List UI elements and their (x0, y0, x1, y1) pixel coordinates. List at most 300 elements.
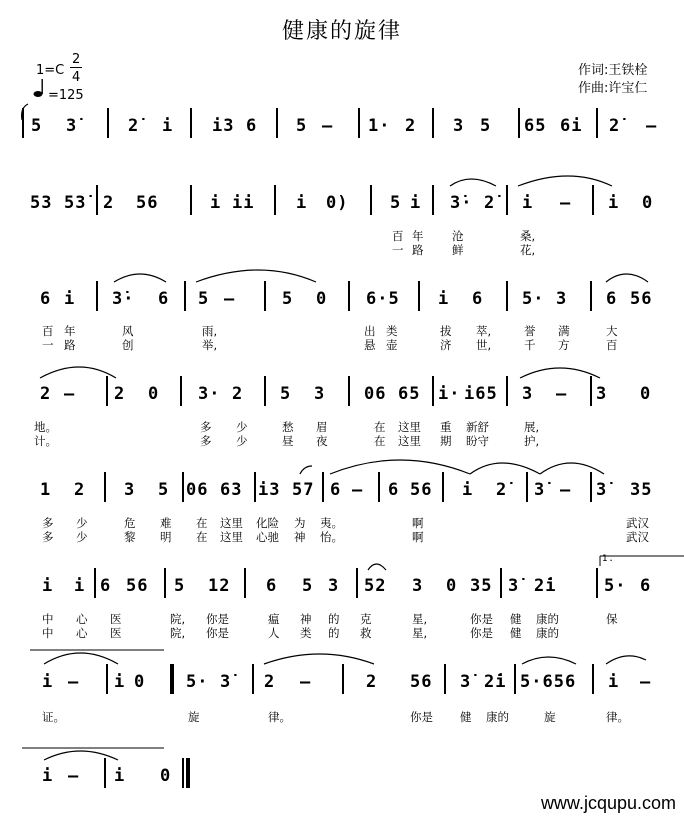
barline (96, 185, 98, 215)
barline (526, 472, 528, 502)
barline (514, 664, 516, 694)
note: 56 (126, 576, 149, 596)
note: 0 (642, 193, 654, 213)
note: – (68, 766, 80, 786)
lyric-syllable: 化险 (256, 516, 279, 530)
lyric-syllable: 护, (524, 434, 540, 448)
lyric-syllable: 怡。 (320, 530, 343, 544)
note: i65 (464, 384, 498, 404)
note: 3̇ (460, 672, 472, 692)
note: 6 (158, 289, 170, 309)
note: ii (232, 193, 255, 213)
note: 6 (100, 576, 112, 596)
note: i (114, 672, 126, 692)
time-signature-top: 2 (72, 52, 81, 67)
note: 2 (264, 672, 276, 692)
note: – (640, 672, 652, 692)
note: i (74, 576, 86, 596)
note: 0) (326, 193, 349, 213)
note: 3 (556, 289, 568, 309)
note: 2̇i (484, 672, 507, 692)
repeat-barline (170, 664, 174, 694)
lyric-syllable: 少 (76, 530, 88, 544)
lyric-syllable: 世, (476, 338, 492, 352)
note: 3 (453, 116, 465, 136)
note: 57 (292, 480, 315, 500)
note: 35 (470, 576, 493, 596)
barline (592, 664, 594, 694)
note: – (560, 480, 572, 500)
note: 5 (390, 193, 402, 213)
note: i (42, 672, 54, 692)
lyric-syllable: 健 (510, 612, 522, 626)
lyric-syllable: 你是 (206, 626, 229, 640)
lyric-syllable: 愁 (282, 420, 294, 434)
staff-row-1 (0, 116, 684, 166)
tempo-marking: =125 (48, 88, 84, 103)
lyric-syllable: 少 (236, 434, 248, 448)
barline (180, 376, 182, 406)
note: 2 (232, 384, 244, 404)
barline (370, 185, 372, 215)
note: 5 (158, 480, 170, 500)
lyric-syllable: 康的 (536, 626, 559, 640)
note: 65 (398, 384, 421, 404)
barline (518, 108, 520, 138)
barline (432, 185, 434, 215)
lyric-syllable: 多 (200, 420, 212, 434)
note: 2 (40, 384, 52, 404)
quarter-note-icon (33, 78, 47, 98)
note: 2 (103, 193, 115, 213)
barline (322, 472, 324, 502)
lyric-syllable: 明 (160, 530, 172, 544)
barline (184, 281, 186, 311)
lyric-syllable: 百 (392, 229, 404, 243)
lyric-syllable: 危 (124, 516, 136, 530)
note: 53̇ (64, 193, 87, 213)
lyric-syllable: 计。 (34, 434, 57, 448)
lyric-syllable: 眉 (316, 420, 328, 434)
note: 3 (328, 576, 340, 596)
lyric-syllable: 桑, (520, 229, 536, 243)
barline (342, 664, 344, 694)
final-barline (186, 758, 190, 788)
note: 3̇ (534, 480, 546, 500)
note: i (410, 193, 422, 213)
note: 2̇i (534, 576, 557, 596)
lyrics-block-3 (0, 419, 684, 433)
note: 53 (30, 193, 53, 213)
note: 5 (31, 116, 43, 136)
lyric-syllable: 类 (386, 324, 398, 338)
note: i (64, 289, 76, 309)
lyric-syllable: 保 (606, 612, 618, 626)
note: 0 (134, 672, 146, 692)
lyric-syllable: 中 (42, 626, 54, 640)
lyric-syllable: 瘟 (268, 612, 280, 626)
lyric-syllable: 医 (110, 626, 122, 640)
note: 6 (40, 289, 52, 309)
barline (190, 185, 192, 215)
barline (104, 472, 106, 502)
lyric-syllable: 在 (196, 516, 208, 530)
note: 3· (198, 384, 221, 404)
barline (506, 281, 508, 311)
note: 06 (186, 480, 209, 500)
note: 0 (160, 766, 172, 786)
note: 3̇· (450, 193, 473, 213)
barline (276, 108, 278, 138)
lyric-syllable: 出 (364, 324, 376, 338)
lyric-syllable: 康的 (536, 612, 559, 626)
lyrics-block-1-line2 (0, 242, 684, 256)
lyric-syllable: 旋 (544, 710, 556, 724)
time-signature-bottom: 4 (72, 70, 81, 85)
lyric-syllable: 健 (510, 626, 522, 640)
note: 2̇ (609, 116, 621, 136)
note: – (646, 116, 658, 136)
note: 2 (405, 116, 417, 136)
lyric-syllable: 济 (440, 338, 452, 352)
note: 3̇· (112, 289, 135, 309)
lyric-syllable: 一 (392, 243, 404, 257)
lyrics-block-2 (0, 323, 684, 337)
barline (596, 108, 598, 138)
barline (444, 664, 446, 694)
lyric-syllable: 路 (64, 338, 76, 352)
note: 3̇ (596, 480, 608, 500)
lyric-syllable: 克 (360, 612, 372, 626)
lyric-syllable: 武汉 (626, 530, 649, 544)
barline (22, 108, 24, 138)
note: 2̇ (484, 193, 496, 213)
note: 6i (560, 116, 583, 136)
lyric-syllable: 星, (412, 612, 428, 626)
lyric-syllable: 雨, (202, 324, 218, 338)
barline (592, 185, 594, 215)
note: i (114, 766, 126, 786)
note: – (64, 384, 76, 404)
lyric-syllable: 夜 (316, 434, 328, 448)
barline (590, 281, 592, 311)
barline (442, 472, 444, 502)
lyrics-block-6 (0, 709, 684, 723)
note: 5 (174, 576, 186, 596)
note: 1 (40, 480, 52, 500)
note: i (210, 193, 222, 213)
note: i3 (212, 116, 235, 136)
site-watermark: www.jcqupu.com (540, 793, 676, 813)
note: 0 (446, 576, 458, 596)
note: 5 (198, 289, 210, 309)
lyrics-block-5 (0, 611, 684, 625)
note: – (300, 672, 312, 692)
barline (94, 568, 96, 598)
note: i (608, 193, 620, 213)
note: 56 (410, 480, 433, 500)
lyric-syllable: 这里 (398, 420, 421, 434)
barline (106, 664, 108, 694)
lyric-syllable: 律。 (268, 710, 291, 724)
lyric-syllable: 壶 (386, 338, 398, 352)
note: 6·5 (366, 289, 400, 309)
lyricist-credit: 作词:王铁栓 (578, 63, 648, 78)
lyric-syllable: 这里 (220, 530, 243, 544)
lyric-syllable: 神 (294, 530, 306, 544)
lyric-syllable: 啊 (412, 516, 424, 530)
barline (106, 376, 108, 406)
lyric-syllable: 康的 (486, 710, 509, 724)
lyric-syllable: 拔 (440, 324, 452, 338)
note: i (522, 193, 534, 213)
song-title: 健康的旋律 (281, 19, 402, 44)
barline (500, 568, 502, 598)
lyric-syllable: 你是 (206, 612, 229, 626)
lyric-syllable: 在 (196, 530, 208, 544)
barline (590, 472, 592, 502)
lyric-syllable: 多 (42, 516, 54, 530)
note: 6 (606, 289, 618, 309)
lyric-syllable: 方 (558, 338, 570, 352)
lyric-syllable: 盼守 (466, 434, 489, 448)
note: – (556, 384, 568, 404)
barline (506, 376, 508, 406)
note: 2̇ (128, 116, 140, 136)
barline (418, 281, 420, 311)
note: 5 (296, 116, 308, 136)
lyric-syllable: 类 (300, 626, 312, 640)
lyric-syllable: 百 (42, 324, 54, 338)
lyric-syllable: 在 (374, 434, 386, 448)
barline (264, 281, 266, 311)
note: i (42, 766, 54, 786)
note: 56 (630, 289, 653, 309)
lyric-syllable: 年 (412, 229, 424, 243)
note: 3̇ (508, 576, 520, 596)
lyric-syllable: 夷。 (320, 516, 343, 530)
note: – (322, 116, 334, 136)
lyric-syllable: 昼 (282, 434, 294, 448)
barline (432, 376, 434, 406)
lyric-syllable: 心驰 (256, 530, 279, 544)
note: 5· (522, 289, 545, 309)
time-signature-line (70, 67, 82, 68)
lyric-syllable: 重 (440, 420, 452, 434)
lyric-syllable: 花, (520, 243, 536, 257)
lyric-syllable: 神 (300, 612, 312, 626)
note: 5· (604, 576, 627, 596)
lyric-syllable: 救 (360, 626, 372, 640)
lyric-syllable: 誉 (524, 324, 536, 338)
note: 6 (266, 576, 278, 596)
note: 5 (480, 116, 492, 136)
lyric-syllable: 为 (294, 516, 306, 530)
lyric-syllable: 期 (440, 434, 452, 448)
lyric-syllable: 心 (76, 612, 88, 626)
lyric-syllable: 你是 (410, 710, 433, 724)
note: 06 (364, 384, 387, 404)
lyric-syllable: 沧 (452, 229, 464, 243)
lyric-syllable: 中 (42, 612, 54, 626)
lyric-syllable: 地。 (34, 420, 57, 434)
note: 5 (280, 384, 292, 404)
lyric-syllable: 年 (64, 324, 76, 338)
barline (107, 108, 109, 138)
lyric-syllable: 院, (170, 612, 186, 626)
lyric-syllable: 你是 (470, 626, 493, 640)
note: 3 (124, 480, 136, 500)
note: 6 (640, 576, 652, 596)
note: 52 (364, 576, 387, 596)
note: 5 (282, 289, 294, 309)
lyric-syllable: 少 (76, 516, 88, 530)
lyric-syllable: 悬 (364, 338, 376, 352)
note: 6 (472, 289, 484, 309)
lyric-syllable: 萃, (476, 324, 492, 338)
composer-credit: 作曲:许宝仁 (578, 81, 648, 96)
note: 3 (522, 384, 534, 404)
lyric-syllable: 鲜 (452, 243, 464, 257)
lyric-syllable: 展, (524, 420, 540, 434)
note: 3̇ (220, 672, 232, 692)
note: 3 (596, 384, 608, 404)
note: 2 (114, 384, 126, 404)
note: 65 (524, 116, 547, 136)
note: 0 (148, 384, 160, 404)
lyric-syllable: 千 (524, 338, 536, 352)
note: 0 (640, 384, 652, 404)
note: i (608, 672, 620, 692)
note: – (224, 289, 236, 309)
barline (596, 568, 598, 598)
barline (182, 472, 184, 502)
note: 56 (410, 672, 433, 692)
barline (190, 108, 192, 138)
lyric-syllable: 满 (558, 324, 570, 338)
lyric-syllable: 多 (42, 530, 54, 544)
barline (264, 376, 266, 406)
note: – (560, 193, 572, 213)
barline (104, 758, 106, 788)
lyric-syllable: 星, (412, 626, 428, 640)
note: i· (438, 384, 461, 404)
note: 2 (74, 480, 86, 500)
lyric-syllable: 少 (236, 420, 248, 434)
lyric-syllable: 风 (122, 324, 134, 338)
lyric-syllable: 创 (122, 338, 134, 352)
note: i (296, 193, 308, 213)
lyric-syllable: 院, (170, 626, 186, 640)
note: 35 (630, 480, 653, 500)
lyric-syllable: 这里 (398, 434, 421, 448)
note: 2̇ (496, 480, 508, 500)
note: – (68, 672, 80, 692)
lyric-syllable: 大 (606, 324, 618, 338)
lyrics-block-2-line2 (0, 337, 684, 351)
note: 6 (246, 116, 258, 136)
lyric-syllable: 啊 (412, 530, 424, 544)
lyrics-block-3-line2 (0, 433, 684, 447)
lyric-syllable: 新舒 (466, 420, 489, 434)
lyric-syllable: 这里 (220, 516, 243, 530)
key-signature: 1=C (36, 63, 65, 78)
note: i (42, 576, 54, 596)
lyrics-block-1 (0, 228, 684, 242)
note: 0 (316, 289, 328, 309)
barline (348, 376, 350, 406)
note: 3̇ (66, 116, 78, 136)
lyric-syllable: 人 (268, 626, 280, 640)
barline (432, 108, 434, 138)
note: 12 (208, 576, 231, 596)
barline (356, 568, 358, 598)
lyric-syllable: 难 (160, 516, 172, 530)
note: 1· (368, 116, 391, 136)
lyric-syllable: 旋 (188, 710, 200, 724)
lyric-syllable: 心 (76, 626, 88, 640)
lyrics-block-4 (0, 515, 684, 529)
lyric-syllable: 律。 (606, 710, 629, 724)
note: 5·656 (520, 672, 577, 692)
note: 3 (314, 384, 326, 404)
lyric-syllable: 举, (202, 338, 218, 352)
barline (164, 568, 166, 598)
barline (358, 108, 360, 138)
lyric-syllable: 医 (110, 612, 122, 626)
barline (252, 664, 254, 694)
note: 6 (330, 480, 342, 500)
lyric-syllable: 在 (374, 420, 386, 434)
note: 3 (412, 576, 424, 596)
barline (254, 472, 256, 502)
lyric-syllable: 多 (200, 434, 212, 448)
note: 5· (186, 672, 209, 692)
lyric-syllable: 的 (328, 612, 340, 626)
volta-label: 1. (602, 554, 615, 564)
barline (182, 758, 184, 788)
lyric-syllable: 一 (42, 338, 54, 352)
note: i (438, 289, 450, 309)
barline (348, 281, 350, 311)
lyric-syllable: 黎 (124, 530, 136, 544)
lyric-syllable: 武汉 (626, 516, 649, 530)
note: 2 (366, 672, 378, 692)
barline (96, 281, 98, 311)
lyric-syllable: 的 (328, 626, 340, 640)
lyrics-block-4-line2 (0, 529, 684, 543)
note: i3 (258, 480, 281, 500)
barline (378, 472, 380, 502)
note: 6 (388, 480, 400, 500)
lyrics-block-5-line2 (0, 625, 684, 639)
note: 56 (136, 193, 159, 213)
barline (506, 185, 508, 215)
note: – (352, 480, 364, 500)
note: i (462, 480, 474, 500)
note: i (162, 116, 174, 136)
lyric-syllable: 健 (460, 710, 472, 724)
barline (274, 185, 276, 215)
lyric-syllable: 证。 (42, 710, 65, 724)
barline (244, 568, 246, 598)
barline (590, 376, 592, 406)
lyric-syllable: 你是 (470, 612, 493, 626)
lyric-syllable: 路 (412, 243, 424, 257)
note: 5 (302, 576, 314, 596)
note: 63 (220, 480, 243, 500)
lyric-syllable: 百 (606, 338, 618, 352)
